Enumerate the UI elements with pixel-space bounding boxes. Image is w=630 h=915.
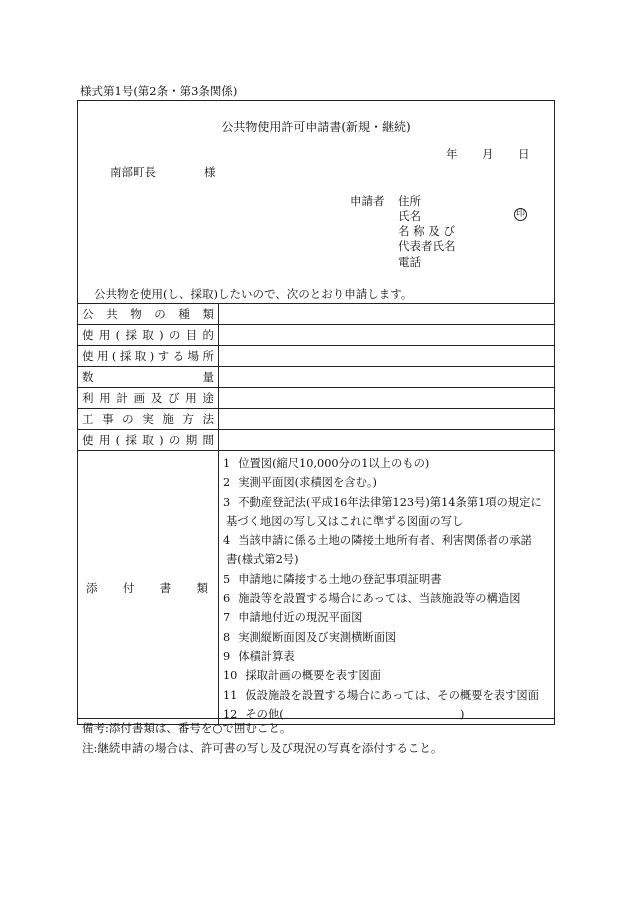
applicant-representative-label: 代表者氏名 xyxy=(398,239,456,253)
row-label: 利 用 計 画 及 び 用 途 xyxy=(82,391,214,405)
attachment-item xyxy=(223,608,554,627)
attachment-text: 施設等を設置する場合にあっては、当該施設等の構造図 xyxy=(238,592,521,606)
attachment-item xyxy=(223,666,554,685)
date-month: 月 xyxy=(482,147,494,161)
seal-mark-icon: 印 xyxy=(515,209,525,219)
attachment-number: 5 xyxy=(223,572,231,586)
attachment-item xyxy=(223,628,554,647)
row-label-cell xyxy=(78,346,219,367)
row-label-cell xyxy=(78,367,219,388)
applicant-org-label: 名 称 及 び xyxy=(398,224,455,238)
row-label-cell xyxy=(78,430,219,451)
applicant-address-label: 住所 xyxy=(398,194,421,208)
table-row xyxy=(78,346,555,367)
row-value-field[interactable] xyxy=(219,304,555,325)
attachments-label-cell xyxy=(78,451,219,725)
row-label: 工 事 の 実 施 方 法 xyxy=(82,412,214,426)
row-value-field[interactable] xyxy=(219,346,555,367)
date-year: 年 xyxy=(446,147,458,161)
attachment-number: 3 xyxy=(223,495,231,509)
attachment-number: 9 xyxy=(223,649,231,663)
row-label: 使 用 ( 採 取 ) の 目 的 xyxy=(82,328,214,342)
attachment-text: 位置図(縮尺10,000分の1以上のもの) xyxy=(238,457,430,470)
attachment-number: 8 xyxy=(223,630,231,644)
attachment-number: 4 xyxy=(223,534,231,548)
row-value-field[interactable] xyxy=(219,367,555,388)
attachment-close-paren: ) xyxy=(460,707,465,721)
attachment-number: 6 xyxy=(223,592,231,606)
row-value-field[interactable] xyxy=(219,409,555,430)
applicant-name-label: 氏名 xyxy=(398,209,421,223)
applicant-phone-label: 電話 xyxy=(398,255,421,269)
addressee-suffix: 様 xyxy=(204,165,216,179)
row-label: 使 用 ( 採 取 ) す る 場 所 xyxy=(82,349,214,363)
applicant-label: 申請者 xyxy=(350,194,385,208)
attachment-number: 2 xyxy=(223,476,231,490)
attachment-item xyxy=(223,531,554,550)
table-row xyxy=(78,325,555,346)
intro-text: 公共物を使用(し、採取)したいので、次のとおり申請します。 xyxy=(94,287,413,301)
attachment-text: その他( xyxy=(245,707,284,721)
row-label: 添 付 書 類 xyxy=(86,580,208,595)
attachment-text: 申請地付近の現況平面図 xyxy=(238,611,363,625)
attachments-row xyxy=(78,451,555,725)
attachment-number: 12 xyxy=(223,707,238,721)
attachment-number: 10 xyxy=(223,669,238,683)
attachment-text: 実測平面図(求積図を含む。) xyxy=(238,476,377,490)
row-label-cell xyxy=(78,325,219,346)
addressee-name: 南部町長 xyxy=(110,165,156,179)
application-table xyxy=(77,303,555,725)
row-value-field[interactable] xyxy=(219,430,555,451)
table-row xyxy=(78,409,555,430)
attachment-text: 体積計算表 xyxy=(238,649,295,663)
attachment-text: 実測縦断面図及び実測横断面図 xyxy=(238,630,397,644)
attachment-text: 申請地に隣接する土地の登記事項証明書 xyxy=(238,572,442,586)
form-label: 様式第1号(第2条・第3条関係) xyxy=(80,84,238,98)
attachment-item xyxy=(223,686,554,705)
row-label-cell xyxy=(78,409,219,430)
row-value-field[interactable] xyxy=(219,388,555,409)
date-day: 日 xyxy=(518,147,530,161)
row-label-cell xyxy=(78,388,219,409)
attachment-text-continued: 書(様式第2号) xyxy=(226,553,299,567)
form-title: 公共物使用許可申請書(新規・継続) xyxy=(221,120,411,134)
renewal-note: 注:継続申請の場合は、許可書の写し及び現況の写真を添付すること。 xyxy=(82,741,443,755)
attachment-item xyxy=(223,454,554,473)
table-row xyxy=(78,388,555,409)
attachment-text: 当該申請に係る土地の隣接土地所有者、利害関係者の承諾 xyxy=(238,534,532,548)
attachment-text: 不動産登記法(平成16年法律第123号)第14条第1項の規定に xyxy=(238,495,542,509)
attachment-text-continued: 基づく地図の写し又はこれに準ずる図面の写し xyxy=(226,514,464,528)
attachment-item xyxy=(223,570,554,589)
application-form xyxy=(77,100,555,719)
table-row xyxy=(78,367,555,388)
attachment-text: 仮設施設を設置する場合にあっては、その概要を表す図面 xyxy=(245,688,539,702)
row-label: 使 用 ( 採 取 ) の 期 間 xyxy=(82,433,214,447)
attachment-item xyxy=(223,493,554,512)
table-row xyxy=(78,430,555,451)
attachment-item xyxy=(223,647,554,666)
row-label: 数 量 xyxy=(82,370,214,384)
attachment-text: 採取計画の概要を表す図面 xyxy=(245,669,381,683)
attachment-number: 1 xyxy=(223,457,231,470)
attachment-item xyxy=(223,473,554,492)
remark-note: 備考:添付書類は、番号を○で囲むこと。 xyxy=(82,721,292,735)
attachments-list-cell xyxy=(219,451,555,725)
attachment-number: 11 xyxy=(223,688,238,702)
attachment-item xyxy=(223,589,554,608)
row-label: 公 共 物 の 種 類 xyxy=(82,307,214,321)
attachment-number: 7 xyxy=(223,611,231,625)
row-label-cell xyxy=(78,304,219,325)
table-row xyxy=(78,304,555,325)
row-value-field[interactable] xyxy=(219,325,555,346)
